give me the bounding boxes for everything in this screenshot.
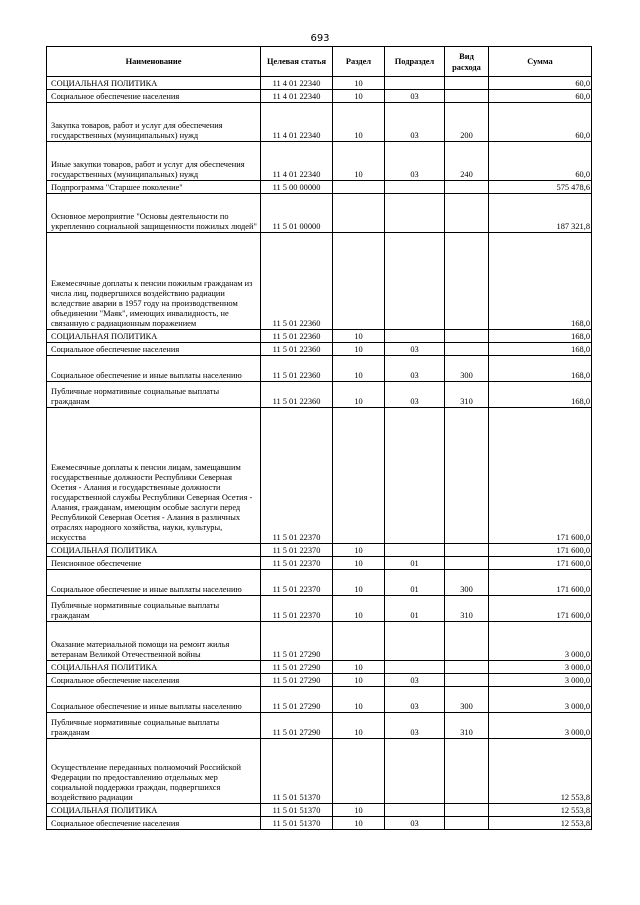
cell-subsection xyxy=(385,661,445,674)
cell-amount: 60,0 xyxy=(489,90,592,103)
cell-name: Иные закупки товаров, работ и услуг для обеспечения государственных (муниципальных) нужд xyxy=(47,142,261,181)
cell-subsection: 01 xyxy=(385,570,445,596)
cell-amount: 3 000,0 xyxy=(489,687,592,713)
cell-expense xyxy=(445,674,489,687)
cell-name: СОЦИАЛЬНАЯ ПОЛИТИКА xyxy=(47,77,261,90)
cell-section: 10 xyxy=(333,90,385,103)
cell-article: 11 5 01 51370 xyxy=(261,817,333,830)
table-row xyxy=(47,739,592,804)
cell-expense xyxy=(445,343,489,356)
cell-section xyxy=(333,194,385,233)
cell-amount: 168,0 xyxy=(489,356,592,382)
cell-expense xyxy=(445,804,489,817)
cell-amount: 60,0 xyxy=(489,77,592,90)
table-row xyxy=(47,233,592,330)
cell-article: 11 4 01 22340 xyxy=(261,77,333,90)
table-row xyxy=(47,194,592,233)
cell-section: 10 xyxy=(333,817,385,830)
cell-name: СОЦИАЛЬНАЯ ПОЛИТИКА xyxy=(47,804,261,817)
cell-article: 11 5 01 22370 xyxy=(261,544,333,557)
column-header-article: Целевая статья xyxy=(261,47,333,77)
cell-article: 11 5 01 27290 xyxy=(261,674,333,687)
column-header-section: Раздел xyxy=(333,47,385,77)
cell-amount: 60,0 xyxy=(489,103,592,142)
cell-section: 10 xyxy=(333,596,385,622)
cell-amount: 171 600,0 xyxy=(489,408,592,544)
table-row xyxy=(47,142,592,181)
cell-section: 10 xyxy=(333,356,385,382)
cell-amount: 171 600,0 xyxy=(489,557,592,570)
cell-amount: 12 553,8 xyxy=(489,739,592,804)
cell-name: Ежемесячные доплаты к пенсии лицам, замещавшим государственные должности Республики Северная Осетия - Алания и государственные должности государственной службы Республики Северная Осетия - Алания, гражданам, имеющим особые заслуги перед Республикой Северная Осетия - Алания в различных отраслях народного хозяйства, науки, культуры, искусства xyxy=(47,408,261,544)
cell-subsection: 03 xyxy=(385,674,445,687)
cell-article: 11 5 01 51370 xyxy=(261,804,333,817)
cell-name: Закупка товаров, работ и услуг для обеспечения государственных (муниципальных) нужд xyxy=(47,103,261,142)
cell-section xyxy=(333,181,385,194)
cell-subsection xyxy=(385,233,445,330)
cell-section: 10 xyxy=(333,713,385,739)
cell-article: 11 5 01 27290 xyxy=(261,687,333,713)
cell-name: Социальное обеспечение населения xyxy=(47,674,261,687)
cell-amount: 171 600,0 xyxy=(489,570,592,596)
cell-article: 11 5 00 00000 xyxy=(261,181,333,194)
cell-subsection: 03 xyxy=(385,817,445,830)
cell-subsection: 03 xyxy=(385,343,445,356)
cell-expense: 240 xyxy=(445,142,489,181)
table-row xyxy=(47,382,592,408)
cell-subsection: 01 xyxy=(385,596,445,622)
cell-amount: 168,0 xyxy=(489,382,592,408)
cell-name: Осуществление переданных полномочий Российской Федерации по предоставлению отдельных мер социальной поддержки граждан, подвергшихся воздействию радиации xyxy=(47,739,261,804)
table-header xyxy=(47,47,592,77)
cell-name: Социальное обеспечение и иные выплаты населению xyxy=(47,687,261,713)
cell-expense: 300 xyxy=(445,687,489,713)
cell-subsection xyxy=(385,330,445,343)
cell-subsection xyxy=(385,544,445,557)
cell-section: 10 xyxy=(333,570,385,596)
table-row xyxy=(47,77,592,90)
cell-amount: 575 478,6 xyxy=(489,181,592,194)
cell-article: 11 5 01 22370 xyxy=(261,570,333,596)
table-row xyxy=(47,408,592,544)
cell-name: Социальное обеспечение населения xyxy=(47,90,261,103)
cell-subsection: 03 xyxy=(385,382,445,408)
cell-name: Пенсионное обеспечение xyxy=(47,557,261,570)
cell-amount: 3 000,0 xyxy=(489,622,592,661)
cell-expense xyxy=(445,90,489,103)
cell-article: 11 5 01 22360 xyxy=(261,343,333,356)
cell-expense xyxy=(445,181,489,194)
table-row xyxy=(47,356,592,382)
cell-expense xyxy=(445,661,489,674)
cell-expense: 200 xyxy=(445,103,489,142)
cell-amount: 12 553,8 xyxy=(489,817,592,830)
cell-article: 11 5 01 22370 xyxy=(261,408,333,544)
cell-expense xyxy=(445,233,489,330)
cell-subsection xyxy=(385,739,445,804)
cell-expense xyxy=(445,557,489,570)
cell-section: 10 xyxy=(333,142,385,181)
cell-subsection xyxy=(385,408,445,544)
table-row xyxy=(47,90,592,103)
cell-amount: 3 000,0 xyxy=(489,713,592,739)
table-row xyxy=(47,674,592,687)
cell-name: СОЦИАЛЬНАЯ ПОЛИТИКА xyxy=(47,661,261,674)
cell-name: Публичные нормативные социальные выплаты гражданам xyxy=(47,713,261,739)
column-header-amount: Сумма xyxy=(489,47,592,77)
cell-name: Социальное обеспечение и иные выплаты населению xyxy=(47,356,261,382)
cell-subsection: 03 xyxy=(385,687,445,713)
cell-name: Публичные нормативные социальные выплаты гражданам xyxy=(47,596,261,622)
cell-article: 11 5 01 22360 xyxy=(261,356,333,382)
cell-expense xyxy=(445,194,489,233)
cell-section: 10 xyxy=(333,343,385,356)
cell-expense xyxy=(445,817,489,830)
cell-name: СОЦИАЛЬНАЯ ПОЛИТИКА xyxy=(47,544,261,557)
cell-subsection: 03 xyxy=(385,90,445,103)
cell-subsection xyxy=(385,77,445,90)
cell-section xyxy=(333,408,385,544)
cell-subsection xyxy=(385,804,445,817)
cell-amount: 171 600,0 xyxy=(489,596,592,622)
cell-expense: 300 xyxy=(445,356,489,382)
cell-expense xyxy=(445,77,489,90)
cell-amount: 168,0 xyxy=(489,233,592,330)
cell-name: Социальное обеспечение и иные выплаты населению xyxy=(47,570,261,596)
cell-name: Подпрограмма "Старшее поколение" xyxy=(47,181,261,194)
cell-section: 10 xyxy=(333,77,385,90)
cell-name: Социальное обеспечение населения xyxy=(47,817,261,830)
budget-table xyxy=(46,46,592,830)
cell-subsection: 03 xyxy=(385,713,445,739)
cell-expense: 300 xyxy=(445,570,489,596)
cell-article: 11 5 01 27290 xyxy=(261,713,333,739)
cell-section xyxy=(333,233,385,330)
cell-amount: 168,0 xyxy=(489,343,592,356)
cell-subsection: 03 xyxy=(385,356,445,382)
table-row xyxy=(47,557,592,570)
table-row xyxy=(47,622,592,661)
cell-expense: 310 xyxy=(445,382,489,408)
cell-expense: 310 xyxy=(445,713,489,739)
cell-expense xyxy=(445,739,489,804)
cell-article: 11 5 01 22360 xyxy=(261,382,333,408)
table-row xyxy=(47,713,592,739)
cell-article: 11 5 01 22370 xyxy=(261,596,333,622)
cell-article: 11 5 01 22360 xyxy=(261,330,333,343)
cell-article: 11 5 01 27290 xyxy=(261,622,333,661)
cell-name: Оказание материальной помощи на ремонт жилья ветеранам Великой Отечественной войны xyxy=(47,622,261,661)
cell-section: 10 xyxy=(333,382,385,408)
cell-name: Публичные нормативные социальные выплаты гражданам xyxy=(47,382,261,408)
column-header-expense: Вид расхода xyxy=(445,47,489,77)
cell-name: Социальное обеспечение населения xyxy=(47,343,261,356)
cell-section xyxy=(333,622,385,661)
table-row xyxy=(47,330,592,343)
cell-amount: 3 000,0 xyxy=(489,661,592,674)
cell-section: 10 xyxy=(333,544,385,557)
cell-article: 11 4 01 22340 xyxy=(261,90,333,103)
cell-expense xyxy=(445,408,489,544)
cell-amount: 187 321,8 xyxy=(489,194,592,233)
cell-subsection: 01 xyxy=(385,557,445,570)
cell-section: 10 xyxy=(333,103,385,142)
table-row xyxy=(47,661,592,674)
cell-subsection xyxy=(385,622,445,661)
table-row xyxy=(47,687,592,713)
cell-name: Ежемесячные доплаты к пенсии пожилым гражданам из числа лиц, подвергшихся воздействию радиации вследствие аварии в 1957 году на производственном объединении "Маяк", имеющих инвалидность, не связанную с радиационным поражением xyxy=(47,233,261,330)
table-row xyxy=(47,181,592,194)
cell-section: 10 xyxy=(333,661,385,674)
cell-subsection: 03 xyxy=(385,142,445,181)
cell-article: 11 5 01 27290 xyxy=(261,661,333,674)
cell-subsection xyxy=(385,194,445,233)
cell-name: СОЦИАЛЬНАЯ ПОЛИТИКА xyxy=(47,330,261,343)
table-row xyxy=(47,570,592,596)
cell-section xyxy=(333,739,385,804)
cell-subsection: 03 xyxy=(385,103,445,142)
cell-expense xyxy=(445,544,489,557)
cell-section: 10 xyxy=(333,674,385,687)
cell-article: 11 5 01 22370 xyxy=(261,557,333,570)
cell-article: 11 5 01 22360 xyxy=(261,233,333,330)
cell-amount: 168,0 xyxy=(489,330,592,343)
cell-article: 11 5 01 51370 xyxy=(261,739,333,804)
cell-name: Основное мероприятие "Основы деятельности по укреплению социальной защищенности пожилых людей" xyxy=(47,194,261,233)
column-header-name: Наименование xyxy=(47,47,261,77)
cell-article: 11 4 01 22340 xyxy=(261,142,333,181)
table-row xyxy=(47,817,592,830)
column-header-subsection: Подраздел xyxy=(385,47,445,77)
table-row xyxy=(47,804,592,817)
cell-amount: 12 553,8 xyxy=(489,804,592,817)
table-row xyxy=(47,343,592,356)
cell-article: 11 4 01 22340 xyxy=(261,103,333,142)
cell-subsection xyxy=(385,181,445,194)
cell-section: 10 xyxy=(333,557,385,570)
cell-amount: 171 600,0 xyxy=(489,544,592,557)
table-row xyxy=(47,544,592,557)
cell-expense xyxy=(445,622,489,661)
page-number: 693 xyxy=(310,33,330,44)
cell-expense: 310 xyxy=(445,596,489,622)
cell-section: 10 xyxy=(333,687,385,713)
table-row xyxy=(47,103,592,142)
cell-section: 10 xyxy=(333,330,385,343)
cell-article: 11 5 01 00000 xyxy=(261,194,333,233)
cell-expense xyxy=(445,330,489,343)
cell-amount: 60,0 xyxy=(489,142,592,181)
cell-amount: 3 000,0 xyxy=(489,674,592,687)
cell-section: 10 xyxy=(333,804,385,817)
table-row xyxy=(47,596,592,622)
